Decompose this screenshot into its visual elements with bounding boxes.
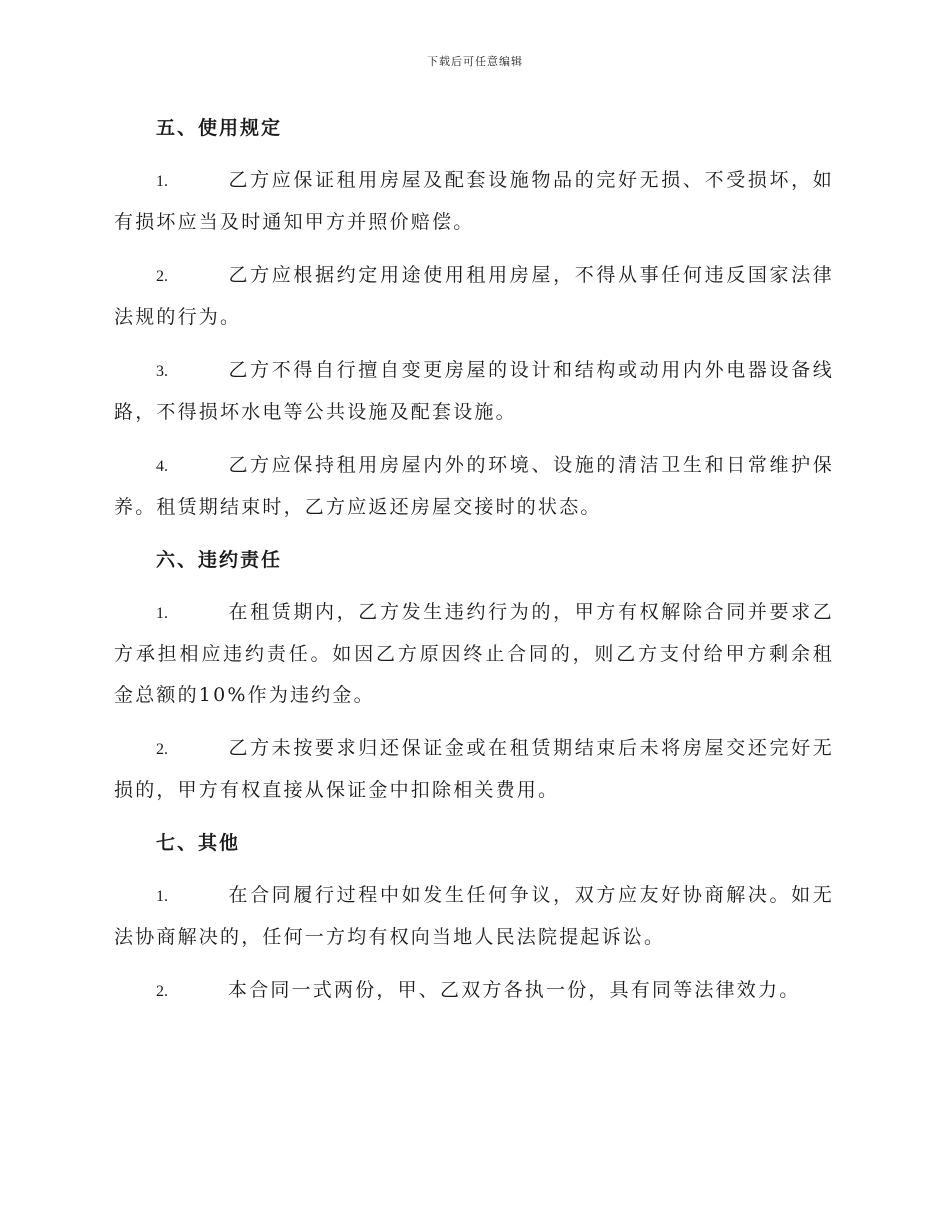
clause-text: 本合同一式两份，甲、乙双方各执一份，具有同等法律效力。 xyxy=(228,979,801,1001)
clause-text: 乙方未按要求归还保证金或在租赁期结束后未将房屋交还完好无损的，甲方有权直接从保证金中扣除相关费用。 xyxy=(114,737,834,801)
clause xyxy=(114,875,834,958)
clause-number: 2. xyxy=(156,983,168,1000)
clause xyxy=(114,728,834,811)
clause xyxy=(114,350,834,433)
clause-text: 乙方不得自行擅自变更房屋的设计和结构或动用内外电器设备线路，不得损坏水电等公共设施及配套设施。 xyxy=(114,359,834,423)
clause xyxy=(114,445,834,528)
clause-text: 乙方应根据约定用途使用租用房屋，不得从事任何违反国家法律法规的行为。 xyxy=(114,264,834,328)
section-title-breach: 六、违约责任 xyxy=(156,549,283,571)
clause-text: 乙方应保证租用房屋及配套设施物品的完好无损、不受损坏，如有损坏应当及时通知甲方并照价赔偿。 xyxy=(114,169,834,233)
clause-text: 在租赁期内，乙方发生违约行为的，甲方有权解除合同并要求乙方承担相应违约责任。如因乙方原因终止合同的，则乙方支付给甲方剩余租金总额的10%作为违约金。 xyxy=(114,601,834,706)
clause-number: 4. xyxy=(156,458,168,475)
clause xyxy=(114,592,834,716)
clause-text: 在合同履行过程中如发生任何争议，双方应友好协商解决。如无法协商解决的，任何一方均有权向当地人民法院提起诉讼。 xyxy=(114,884,834,948)
clause-number: 2. xyxy=(156,741,168,758)
page-header: 下载后可任意编辑 xyxy=(427,55,523,68)
clause-number: 3. xyxy=(156,363,168,380)
clause xyxy=(114,160,834,243)
clause-number: 1. xyxy=(156,605,168,622)
clause-number: 1. xyxy=(156,888,168,905)
clause xyxy=(114,970,834,1012)
clause-number: 1. xyxy=(156,173,168,190)
section-title-other: 七、其他 xyxy=(156,832,241,854)
clause xyxy=(114,255,834,338)
clause-text: 乙方应保持租用房屋内外的环境、设施的清洁卫生和日常维护保养。租赁期结束时，乙方应返还房屋交接时的状态。 xyxy=(114,454,834,518)
section-title-usage: 五、使用规定 xyxy=(156,117,283,139)
document-body xyxy=(114,108,834,1024)
clause-number: 2. xyxy=(156,268,168,285)
